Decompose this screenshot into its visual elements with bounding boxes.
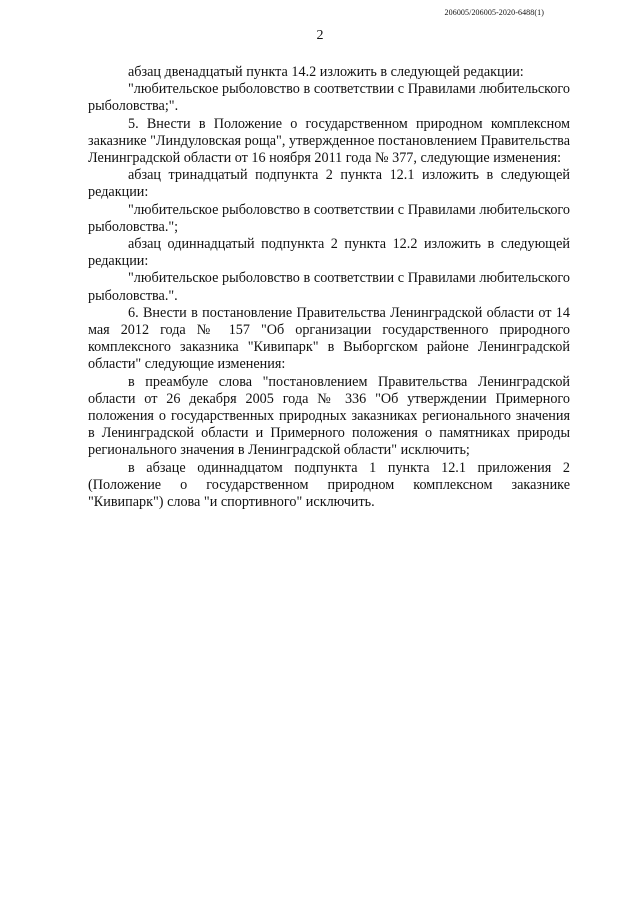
document-code: 206005/206005-2020-6488(1) [444, 8, 544, 17]
paragraph-10: в абзаце одиннадцатом подпункта 1 пункта 12.1 приложения 2 (Положение о государственном природном комплексном заказнике "Кивипарк") слова "и спортивного" исключить. [88, 459, 570, 511]
paragraph-3: 5. Внести в Положение о государственном природном комплексном заказнике "Линдуловская роща", утвержденное постановлением Правительства Ленинградской области от 16 ноября 2011 года № 377, следующие изменения: [88, 115, 570, 167]
paragraph-2: "любительское рыболовство в соответствии с Правилами любительского рыболовства;". [88, 81, 570, 115]
paragraph-9: в преамбуле слова "постановлением Правительства Ленинградской области от 26 декабря 2005 года № 336 "Об утверждении Примерного положения о государственных природных заказниках регионального значения в Ленинградской области и Примерного положения о памятниках природы регионального значения в Ленинградской области" исключить; [88, 373, 570, 459]
paragraph-4: абзац тринадцатый подпункта 2 пункта 12.1 изложить в следующей редакции: [88, 167, 570, 201]
paragraph-5: "любительское рыболовство в соответствии с Правилами любительского рыболовства."; [88, 201, 570, 235]
document-body [88, 64, 570, 511]
paragraph-6: абзац одиннадцатый подпункта 2 пункта 12.2 изложить в следующей редакции: [88, 236, 570, 270]
paragraph-7: "любительское рыболовство в соответствии с Правилами любительского рыболовства.". [88, 270, 570, 304]
paragraph-1: абзац двенадцатый пункта 14.2 изложить в следующей редакции: [128, 64, 524, 80]
paragraph-8: 6. Внести в постановление Правительства Ленинградской области от 14 мая 2012 года № 157 "Об организации государственного природного комплексного заказника "Кивипарк" в Выборгском районе Ленинградской области" следующие изменения: [88, 304, 570, 373]
page-number: 2 [316, 28, 324, 43]
